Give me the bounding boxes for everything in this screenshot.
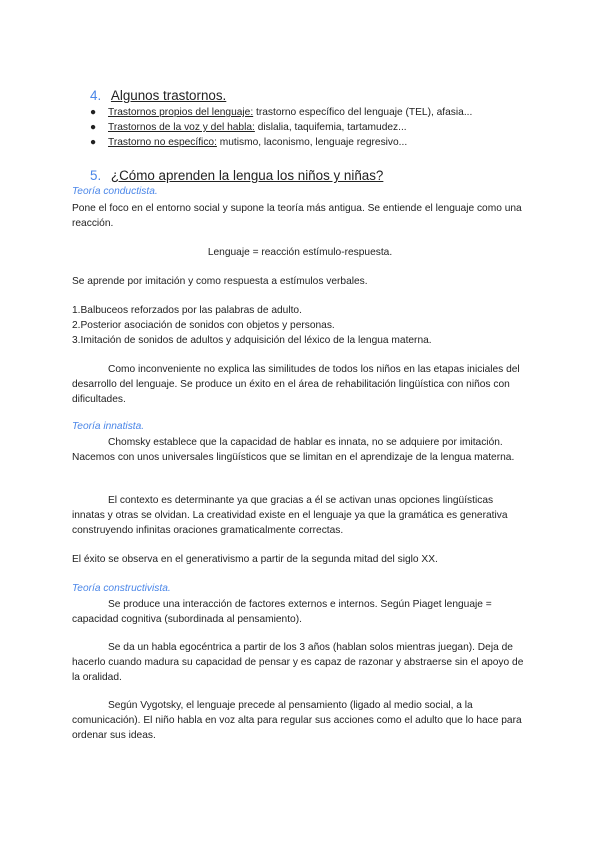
paragraph: El éxito se observa en el generativismo a partir de la segunda mitad del siglo XX. [72, 554, 438, 565]
bullet-dot-icon: ● [90, 137, 97, 148]
paragraph [72, 493, 528, 539]
list-item: 3.Imitación de sonidos de adultos y adquisición del léxico de la lengua materna. [72, 335, 432, 347]
bullet-dot-icon: ● [90, 122, 97, 133]
bullet-label: Trastornos propios del lenguaje: [108, 107, 254, 118]
subheading-conductista: Teoría conductista. [72, 186, 158, 197]
formula: Lenguaje = reacción estímulo-respuesta. [207, 247, 393, 258]
paragraph [72, 362, 528, 408]
paragraph-text: Se produce una interacción de factores externos e internos. Según Piaget lenguaje = capacidad cognitiva (subordinada al pensamiento). [72, 599, 492, 626]
bullet-text: mutismo, laconismo, lenguaje regresivo... [216, 137, 408, 148]
list-item: 2.Posterior asociación de sonidos con objetos y personas. [72, 320, 335, 332]
bullet-item [90, 107, 472, 118]
paragraph-text: Se da un habla egocéntrica a partir de los 3 años (hablan solos mientras juegan). Deja de hacerlo cuando madura su capacidad de pensar y es capaz de razonar y abstraerse sin el apoyo de la oralidad. [72, 642, 524, 684]
paragraph [72, 640, 528, 686]
section-5-number: 5. [90, 168, 102, 183]
paragraph-text: El contexto es determinante ya que gracias a él se activan unas opciones lingüísticas innatas y otras se olvidan. La creatividad existe en el lenguaje ya que la gramática es generativa construyendo infinitas oraciones gramaticalmente correctas. [72, 495, 508, 537]
paragraph-text: Como inconveniente no explica las similitudes de todos los niños en las etapas iniciales del desarrollo del lenguaje. Se produce un éxito en el área de rehabilitación lingüística con niños con dificultades. [72, 364, 520, 406]
section-4-heading [90, 88, 226, 103]
paragraph [72, 201, 528, 231]
bullet-label: Trastornos de la voz y del habla: [108, 122, 255, 133]
section-5-title: ¿Cómo aprenden la lengua los niños y niñas? [110, 168, 384, 183]
paragraph [72, 698, 528, 744]
subheading-constructivista: Teoría constructivista. [72, 583, 171, 594]
bullet-dot-icon: ● [90, 107, 97, 118]
paragraph-text: Según Vygotsky, el lenguaje precede al pensamiento (ligado al medio social, a la comunicación). El niño habla en voz alta para regular sus acciones como el adulto que lo hace para ordenar sus ideas. [72, 700, 522, 742]
paragraph-text: Chomsky establece que la capacidad de hablar es innata, no se adquiere por imitación. Nacemos con unos universales lingüísticos que se limitan en el aprendizaje de la lengua materna. [72, 437, 515, 464]
list-item: 1.Balbuceos reforzados por las palabras de adulto. [72, 305, 302, 316]
paragraph [72, 435, 528, 465]
bullet-label: Trastorno no específico: [108, 137, 217, 148]
bullet-item [90, 137, 407, 148]
section-4-number: 4. [90, 88, 102, 103]
bullet-text: trastorno específico del lenguaje (TEL), afasia... [253, 107, 473, 118]
bullet-item [90, 122, 407, 133]
paragraph-text: Pone el foco en el entorno social y supone la teoría más antigua. Se entiende el lenguaje como una reacción. [72, 203, 522, 230]
paragraph: Se aprende por imitación y como respuesta a estímulos verbales. [72, 276, 368, 287]
numbered-list [72, 303, 528, 349]
paragraph [72, 597, 528, 627]
section-5-heading [90, 168, 383, 183]
section-4-title: Algunos trastornos. [110, 88, 227, 103]
bullet-text: dislalia, taquifemia, tartamudez... [254, 122, 407, 133]
subheading-innatista: Teoría innatista. [72, 421, 145, 432]
